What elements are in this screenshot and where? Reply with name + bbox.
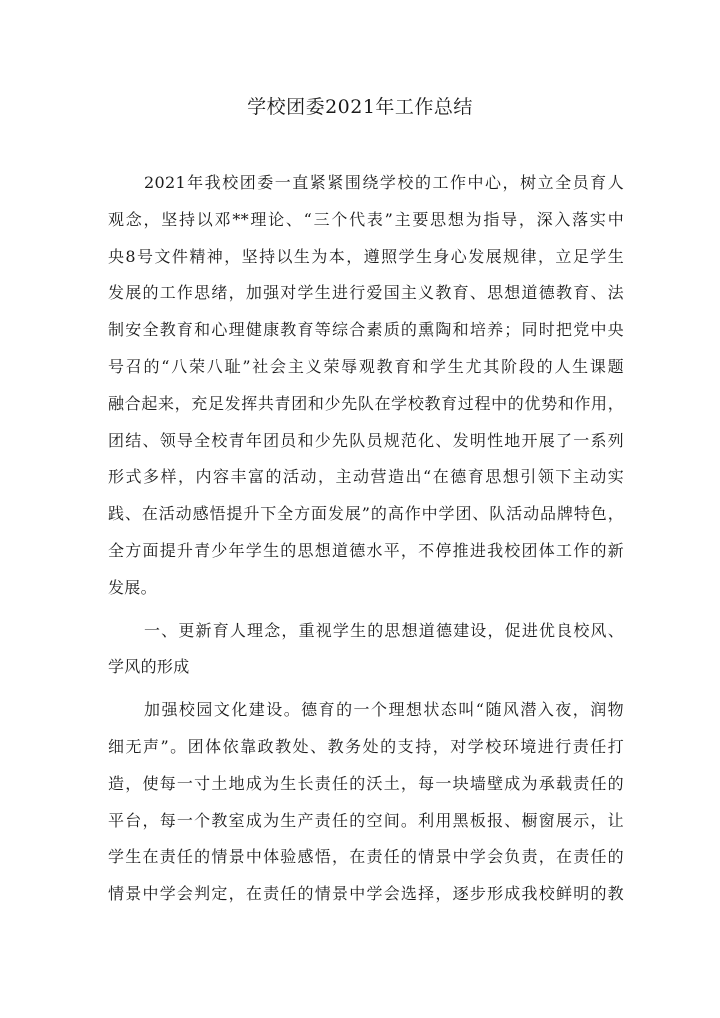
paragraph-line: 学生在责任的情景中体验感悟，在责任的情景中学会负责，在责任的 <box>108 847 624 867</box>
paragraph-line: 情景中学会判定，在责任的情景中学会选择，逐步形成我校鲜明的教 <box>108 884 624 904</box>
paragraph-line: 加强校园文化建设。德育的一个理想状态叫“随风潜入夜，润物 <box>144 700 624 720</box>
paragraph-line: 形式多样，内容丰富的活动，主动营造出“在德育思想引领下主动实 <box>108 467 624 487</box>
paragraph-line: 观念，坚持以邓**理论、“三个代表”主要思想为指导，深入落实中 <box>108 209 624 229</box>
paragraph-line: 造，使每一寸土地成为生长责任的沃土，每一块墙壁成为承载责任的 <box>108 773 624 793</box>
paragraph-line: 平台，每一个教室成为生产责任的空间。利用黑板报、橱窗展示，让 <box>108 810 624 830</box>
paragraph-line: 央8号文件精神，坚持以生为本，遵照学生身心发展规律，立足学生 <box>108 246 624 266</box>
document-title: 学校团委2021年工作总结 <box>247 96 473 118</box>
paragraph-line: 发展的工作思绪，加强对学生进行爱国主义教育、思想道德教育、法 <box>108 283 624 303</box>
document-body <box>108 165 624 913</box>
section-heading-line: 一、更新育人理念，重视学生的思想道德建设，促进优良校风、 <box>144 620 624 640</box>
paragraph-line: 号召的“八荣八耻”社会主义荣辱观教育和学生尤其阶段的人生课题 <box>108 356 624 376</box>
paragraph-line: 践、在活动感悟提升下全方面发展”的高作中学团、队活动品牌特色， <box>108 504 624 524</box>
section-heading-line: 学风的形成 <box>108 657 190 677</box>
paragraph-line: 制安全教育和心理健康教育等综合素质的熏陶和培养；同时把党中央 <box>108 320 624 340</box>
paragraph-line: 全方面提升青少年学生的思想道德水平，不停推进我校团体工作的新 <box>108 540 624 560</box>
paragraph-line: 团结、领导全校青年团员和少先队员规范化、发明性地开展了一系列 <box>108 430 624 450</box>
paragraph-line: 发展。 <box>108 577 157 597</box>
paragraph-line: 细无声”。团体依靠政教处、教务处的支持，对学校环境进行责任打 <box>108 736 624 756</box>
paragraph-line: 2021年我校团委一直紧紧围绕学校的工作中心，树立全员育人 <box>144 173 624 192</box>
paragraph-line: 融合起来，充足发挥共青团和少先队在学校教育过程中的优势和作用， <box>108 393 624 413</box>
